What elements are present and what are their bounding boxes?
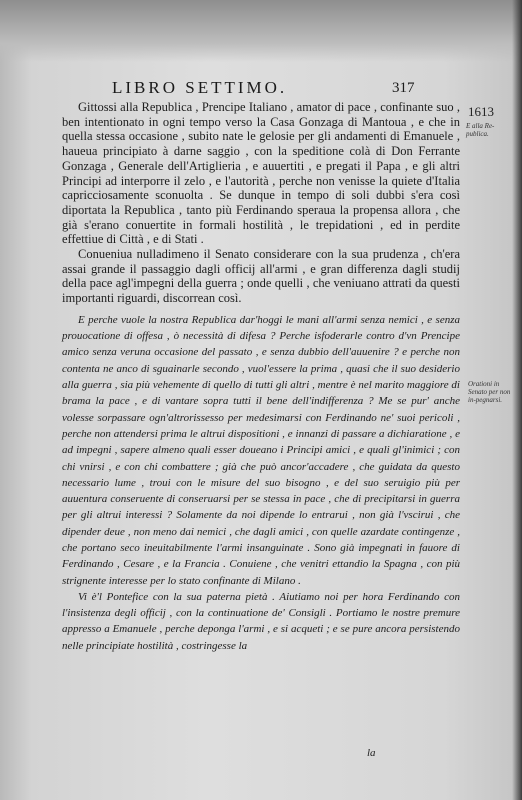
margin-note-senate: Orationi in Senato per non in-pegnarsi.	[468, 380, 511, 404]
paragraph: E perche vuole la nostra Republica dar'hoggi le mani all'armi senza nemici , e senza prouocatione di offesa , ò necessità di difesa ? Perche isfoderarle contro d'vn Prencipe amico senza veruna occasione del passato , e senza dubbio dell'auuenire ? e perche non contenta ne anco di sguainarle secondo , vuol'essere la prima , quasi che il suo desiderio alla guerra , sia più vehemente di quello di tutti gli altri , mentre è nel marito maggiore di brama la pace , e di vantare sopra tutti il bene dell'indifferenza ? Me se pur' anche volesse sorpassare ogn'altrorissesso per medesimarsi con Ferdinando ne' suoi pericoli , perche non attendersi prima le altrui dispositioni , e innanzi di passare a dichiaratione , e ad impegni , sapere almeno quali esser doueano i Principi amici , e quali gl'inimici ; con chi vnirsi , e con chi combattere ; già che può ancor'accadere , che guidata da questo necessario lume , troui con le misure del suo bisogno , e del suo seruigio più per auuentura conseruente di conseruarsi per se stessa in pace , che di precipitarsi in guerra per gli altrui interessi ? Solamente da noi dipende lo entrarui , non già l'vscirui , che dipender deue , non meno dai nemici , che dagli amici , con quelle azardate contingenze , che portano seco ineuitabilmente l'armi insanguinate . Sono già impegnati in fauore di Ferdinando , Cesare , e la Francia . Conuiene , che venitri ettandio la Spagna , con più strignente interesse per lo stato confinante di Milano .	[62, 313, 460, 587]
margin-note-republic: E alla Re-publica.	[466, 122, 495, 138]
page-header	[0, 78, 522, 98]
margin-year: 1613	[468, 104, 494, 119]
roman-text	[62, 100, 460, 306]
page-number: 317	[392, 80, 415, 96]
page-shadow-right	[512, 0, 522, 800]
paragraph: Conueniua nulladimeno il Senato considerare con la sua prudenza , ch'era assai grande il passaggio dagli officij all'armi , e gran differenza dagli studij della pace agl'impegni della guerra ; onde quelli , che veniuano attrati da questi importanti riguardi, discorrean così.	[62, 247, 460, 306]
running-title: LIBRO SETTIMO.	[112, 78, 288, 97]
main-text	[62, 100, 460, 654]
paragraph: Vi è'l Pontefice con la sua paterna pietà . Aiutiamo noi per hora Ferdinando con l'insistenza degli officij , con la continuatione de' Consigli . Portiamo le nostre premure appresso a Emanuele , perche deponga l'armi , e si acqueti ; e se pure ancora persistendo nelle principiate hostilità , costringesse la	[62, 590, 460, 652]
italic-speech	[62, 312, 460, 654]
paragraph: Gittossi alla Republica , Prencipe Italiano , amator di pace , confinante suo , ben intentionato in ogni tempo verso la Casa Gonzaga di Mantoua , e che in quella stessa occasione , subito nate le gelosie per gli andamenti di Emanuele , haueua principiato à darne saggio , con la speditione colà di Don Ferrante Gonzaga , Generale dell'Artiglieria , e auuertiti , e pregati il Papa , e gli altri Principi ad interporre il zelo , e l'autorità , perche non venisse la quiete d'Italia capricciosamente sconuolta . Se dunque in tempo di soli dubbi s'era così diportata la Republica , tanto più Ferdinando speraua la propensa allora , che già s'erano conuertite in formali hostilità , le trepidationi , ed in perdite effettiue di Città , e di Stati .	[62, 100, 460, 247]
page-shadow-top	[0, 0, 522, 62]
catchword: la	[367, 747, 376, 759]
